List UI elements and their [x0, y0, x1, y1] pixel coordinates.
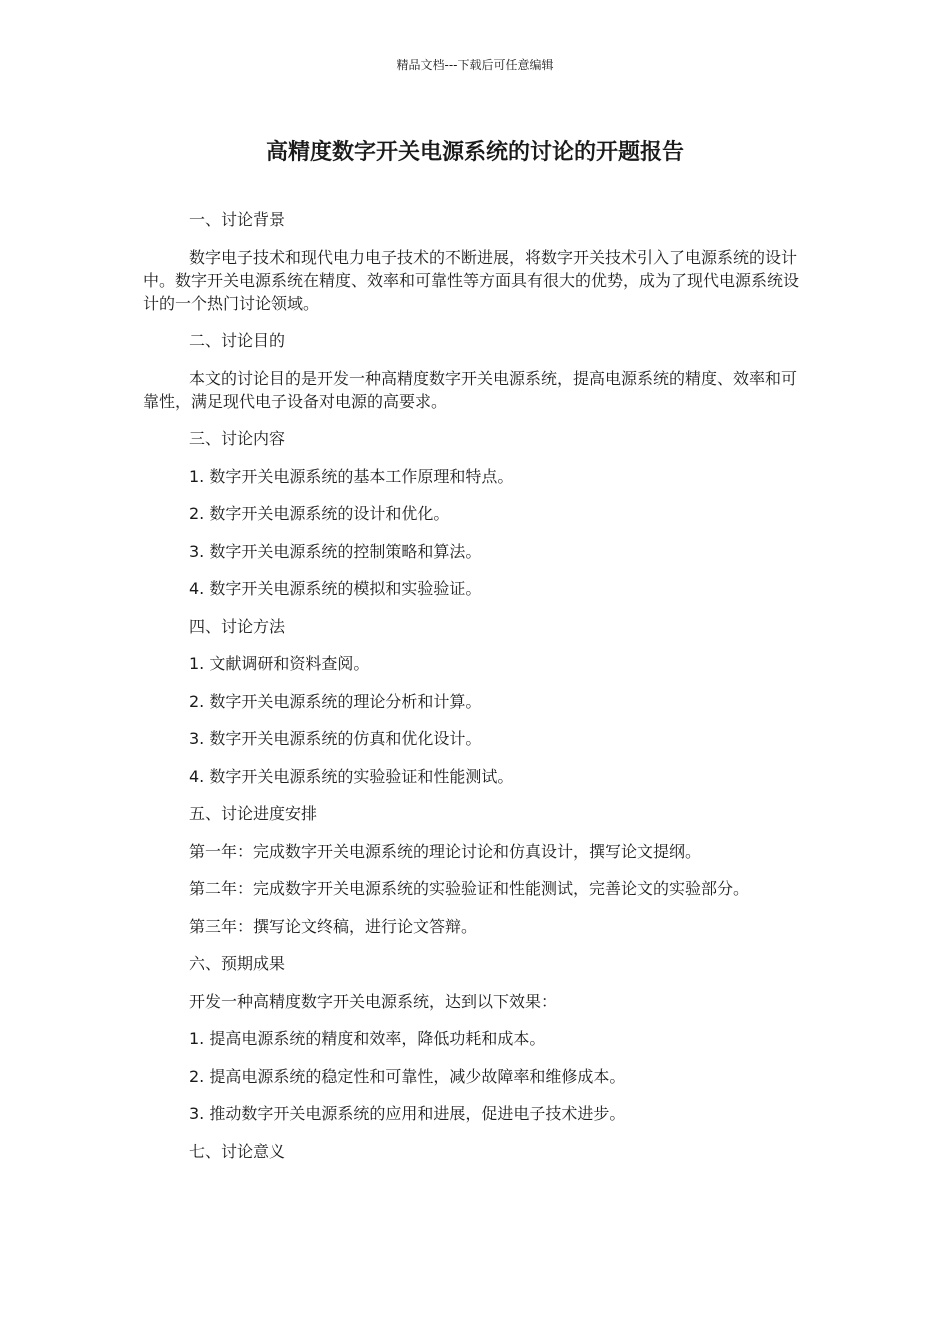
section-heading-purpose: 二、讨论目的 — [189, 331, 286, 350]
section-heading-content: 三、讨论内容 — [189, 429, 286, 448]
list-item: 1. 文献调研和资料查阅。 — [189, 654, 370, 673]
schedule-item: 第二年：完成数字开关电源系统的实验验证和性能测试，完善论文的实验部分。 — [189, 879, 750, 898]
list-item: 1. 提高电源系统的精度和效率，降低功耗和成本。 — [189, 1029, 546, 1048]
outcomes-intro: 开发一种高精度数字开关电源系统，达到以下效果： — [189, 991, 558, 1011]
paragraph-purpose: 本文的讨论目的是开发一种高精度数字开关电源系统，提高电源系统的精度、效率和可靠性，满足现代电子设备对电源的高要求。 — [143, 368, 798, 411]
paragraph-background: 数字电子技术和现代电力电子技术的不断进展，将数字开关技术引入了电源系统的设计中。数字开关电源系统在精度、效率和可靠性等方面具有很大的优势，成为了现代电源系统设计的一个热门讨论领域。 — [143, 247, 800, 313]
section-heading-schedule: 五、讨论进度安排 — [189, 804, 318, 823]
section-heading-methods: 四、讨论方法 — [189, 616, 286, 636]
list-item: 2. 提高电源系统的稳定性和可靠性，减少故障率和维修成本。 — [189, 1066, 626, 1086]
list-item: 4. 数字开关电源系统的实验验证和性能测试。 — [189, 766, 514, 786]
schedule-item: 第三年：撰写论文终稿，进行论文答辩。 — [189, 916, 478, 936]
list-item: 3. 数字开关电源系统的控制策略和算法。 — [189, 541, 482, 561]
section-heading-outcomes: 六、预期成果 — [189, 954, 286, 973]
list-item: 4. 数字开关电源系统的模拟和实验验证。 — [189, 579, 482, 598]
document-body — [143, 208, 807, 1177]
list-item: 3. 数字开关电源系统的仿真和优化设计。 — [189, 729, 482, 748]
section-heading-significance: 七、讨论意义 — [189, 1141, 286, 1161]
list-item: 2. 数字开关电源系统的设计和优化。 — [189, 504, 450, 523]
schedule-item: 第一年：完成数字开关电源系统的理论讨论和仿真设计，撰写论文提纲。 — [189, 841, 702, 861]
list-item: 2. 数字开关电源系统的理论分析和计算。 — [189, 691, 482, 711]
document-title: 高精度数字开关电源系统的讨论的开题报告 — [265, 140, 684, 165]
list-item: 1. 数字开关电源系统的基本工作原理和特点。 — [189, 466, 514, 486]
header-note: 精品文档---下载后可任意编辑 — [396, 58, 554, 72]
section-heading-background: 一、讨论背景 — [189, 210, 286, 229]
list-item: 3. 推动数字开关电源系统的应用和进展，促进电子技术进步。 — [189, 1104, 626, 1123]
